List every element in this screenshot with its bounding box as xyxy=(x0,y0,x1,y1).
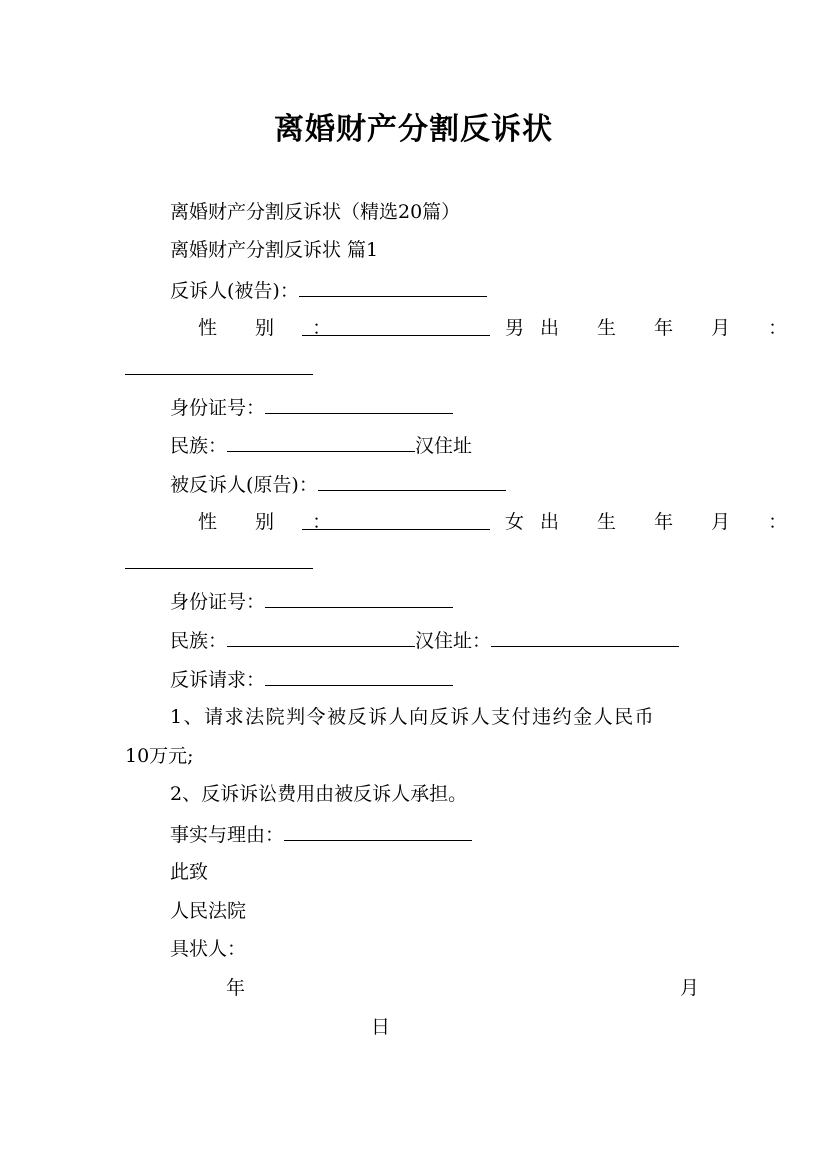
ethnic-label-2: 民族： xyxy=(170,630,228,652)
id-label-2: 身份证号： xyxy=(170,591,266,613)
claim-1-line-1: 1、请求法院判令被反诉人向反诉人支付违约金人民币 xyxy=(170,706,656,728)
id-label-1: 身份证号： xyxy=(170,397,266,419)
ethnic-value-2: 汉 xyxy=(415,630,435,652)
date-day: 日 xyxy=(371,1016,391,1038)
claims-label: 反诉请求： xyxy=(170,669,266,691)
counter-defendant-row xyxy=(170,471,506,497)
gender-value-male: 男 xyxy=(505,317,525,339)
signer-label: 具状人： xyxy=(170,938,247,960)
facts-row xyxy=(170,821,472,847)
date-year: 年 xyxy=(226,977,246,999)
counter-defendant-label: 被反诉人(原告)： xyxy=(170,474,318,496)
gender-value-female: 女 xyxy=(505,511,525,533)
id-row-1 xyxy=(170,394,453,420)
gender-blank-1 xyxy=(302,316,490,342)
document-subtitle: 离婚财产分割反诉状（精选20篇） xyxy=(170,201,461,223)
counter-plaintiff-row xyxy=(170,277,487,303)
birth-blank-2 xyxy=(125,549,313,575)
to-label: 此致 xyxy=(170,861,209,883)
claim-2: 2、反诉诉讼费用由被反诉人承担。 xyxy=(170,783,468,805)
counter-defendant-blank xyxy=(318,471,506,491)
address-blank-2 xyxy=(491,627,679,647)
date-month: 月 xyxy=(680,977,700,999)
document-title: 离婚财产分割反诉状 xyxy=(274,112,553,147)
counter-plaintiff-blank xyxy=(299,277,487,297)
facts-label: 事实与理由： xyxy=(170,824,285,846)
id-blank-1 xyxy=(265,394,453,414)
ethnic-blank-2 xyxy=(227,627,415,647)
section-heading: 离婚财产分割反诉状 篇1 xyxy=(170,239,379,261)
birth-label-1: 出 生 年 月 ： xyxy=(540,317,804,339)
court-name: 人民法院 xyxy=(170,900,247,922)
gender-blank-2 xyxy=(302,510,490,536)
birth-blank-1 xyxy=(125,355,313,381)
birth-label-2: 出 生 年 月 ： xyxy=(540,511,804,533)
gender-label-2: 性 别 ： xyxy=(198,511,348,533)
id-blank-2 xyxy=(265,588,453,608)
counter-plaintiff-label: 反诉人(被告)： xyxy=(170,280,299,302)
claim-1-line-2: 10万元; xyxy=(125,745,194,767)
ethnic-value-1: 汉 xyxy=(415,435,435,457)
address-label-2: 住址： xyxy=(434,630,492,652)
id-row-2 xyxy=(170,588,453,614)
facts-blank xyxy=(284,821,472,841)
address-label-1: 住址 xyxy=(434,435,473,457)
gender-label-1: 性 别 ： xyxy=(198,317,348,339)
claims-row xyxy=(170,666,453,692)
ethnic-blank-1 xyxy=(227,432,415,452)
ethnic-label-1: 民族： xyxy=(170,435,228,457)
claims-blank xyxy=(265,666,453,686)
ethnic-row-2 xyxy=(170,627,679,653)
ethnic-row-1 xyxy=(170,432,472,458)
